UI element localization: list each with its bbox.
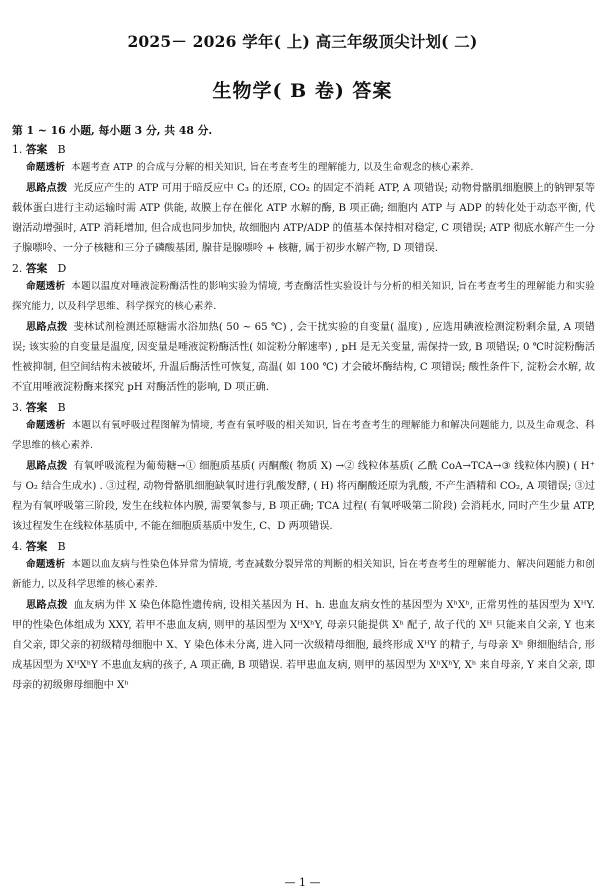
- analysis-text: 本题以血友病与性染色体异常为情境, 考查减数分裂异常的判断的相关知识, 旨在考查考生的理解能力、解决问题能力和创新能力, 以及科学思维的核心素养.: [12, 559, 595, 590]
- hint-label: 思路点拨: [26, 182, 68, 194]
- answer-line: [12, 141, 595, 158]
- question-number: 3.: [12, 401, 23, 414]
- question-1: [12, 141, 595, 259]
- analysis-label: 命题透析: [26, 420, 66, 431]
- answer-value: B: [57, 540, 66, 553]
- answer-label: 答案: [25, 262, 48, 275]
- analysis-paragraph: [12, 555, 595, 595]
- page-subtitle: 生物学( B 卷) 答案: [212, 80, 393, 102]
- hint-label: 思路点拨: [26, 460, 68, 472]
- hint-label: 思路点拨: [26, 599, 68, 611]
- question-3: [12, 399, 595, 537]
- analysis-text: 本题以温度对唾液淀粉酶活性的影响实验为情境, 考查酶活性实验设计与分析的相关知识, 旨在考查考生的理解能力和实验探究能力, 以及科学思维、科学探究的核心素养.: [12, 281, 595, 312]
- hint-text: 斐林试剂检测还原糖需水浴加热( 50 ~ 65 ℃) , 会干扰实验的自变量( 温度) , 应选用碘液检测淀粉剩余量, A 项错误; 该实验的自变量是温度, 因变量是唾液淀粉酶活性( 如淀粉分解速率) , pH 是无关变量, 需保持一致, B 项错误; 0 ℃时淀粉酶活性被抑制, 但空间结构未被破坏, 升温后酶活性可恢复, 高温( 如 100 ℃) 才会破坏酶结构, C 项错误; 酸性条件下, 淀粉会水解, 故不宜用唾液淀粉酶来探究 pH 对酶活性的影响, D 项正确.: [12, 322, 595, 393]
- section-intro: 第 1 ~ 16 小题, 每小题 3 分, 共 48 分.: [12, 124, 213, 137]
- question-number: 4.: [12, 540, 23, 553]
- question-2: [12, 260, 595, 398]
- hint-paragraph: [12, 317, 595, 398]
- hint-paragraph: [12, 595, 595, 696]
- answer-label: 答案: [25, 143, 48, 156]
- page-number: — 1 —: [284, 876, 321, 889]
- answer-label: 答案: [25, 540, 48, 553]
- answer-value: D: [57, 262, 67, 275]
- page-title: 2025－ 2026 学年( 上) 高三年级顶尖计划( 二): [127, 32, 478, 51]
- question-number: 2.: [12, 262, 23, 275]
- analysis-label: 命题透析: [26, 559, 66, 570]
- answer-value: B: [57, 143, 66, 156]
- hint-text: 血友病为伴 X 染色体隐性遗传病, 设相关基因为 H、h. 患血友病女性的基因型为 XʰXʰ, 正常男性的基因型为 XᴴY. 甲的性染色体组成为 XXY, 若甲不患血友病, 则甲的基因型为 XᴴXʰY, 母亲只能提供 Xʰ 配子, 故子代的 Xᴴ 只能来自父亲, Y 也来自父亲, 即父亲的初级精母细胞中 X、Y 染色体未分离, 进入同一次级精母细胞, 最终形成 XᴴY 的精子, 与母亲 Xʰ 卵细胞结合, 形成基因型为 XᴴXʰY 不患血友病的孩子, A 项正确, B 项错误. 若甲患血友病, 则甲的基因型为 XʰXʰY, Xʰ 来自母亲, Y 来自父亲, 即母亲的初级卵母细胞中 Xʰ: [12, 600, 596, 691]
- analysis-paragraph: [12, 416, 595, 456]
- answer-value: B: [57, 401, 66, 414]
- analysis-paragraph: [12, 158, 595, 178]
- answer-line: [12, 538, 595, 555]
- analysis-paragraph: [12, 277, 595, 317]
- answer-line: [12, 260, 595, 277]
- question-number: 1.: [12, 143, 23, 156]
- answer-content: [12, 122, 595, 697]
- hint-text: 光反应产生的 ATP 可用于暗反应中 C₃ 的还原, CO₂ 的固定不消耗 ATP, A 项错误; 动物骨骼肌细胞膜上的钠钾泵等载体蛋白进行主动运输时需 ATP 供能, 故膜上存在催化 ATP 水解的酶, B 项正确; 细胞内 ATP 与 ADP 的转化处于动态平衡, 代谢活动增强时, ATP 消耗增加, 但合成也同步加快, 故细胞内 ATP/ADP 的值基本保持相对稳定, C 项错误; ATP 彻底水解产生一分子腺嘌呤、一分子核糖和三分子磷酸基团, 腺苷是腺嘌呤 + 核糖, 属于初步水解产物, D 项错误.: [12, 183, 596, 254]
- hint-text: 有氧呼吸流程为葡萄糖→① 细胞质基质( 丙酮酸( 物质 X) →② 线粒体基质( 乙酰 CoA→TCA→③ 线粒体内膜) ( H⁺ 与 O₂ 结合生成水) . ③过程, 动物骨骼肌细胞缺氧时进行乳酸发酵, ( H) 将丙酮酸还原为乳酸, 不产生酒精和 CO₂, A 项错误; ③过程为有氧呼吸第三阶段, 发生在线粒体内膜, 需要氧参与, B 项正确; TCA 过程( 有氧呼吸第二阶段) 会消耗水, 同时产生少量 ATP, 该过程发生在线粒体基质中, 不能在细胞质基质中发生, C、D 两项错误.: [12, 461, 595, 532]
- answer-line: [12, 399, 595, 416]
- question-4: [12, 538, 595, 696]
- answer-label: 答案: [25, 401, 48, 414]
- analysis-text: 本题以有氧呼吸过程图解为情境, 考查有氧呼吸的相关知识, 旨在考查考生的理解能力和解决问题能力, 以及生命观念、科学思维的核心素养.: [12, 420, 595, 451]
- analysis-label: 命题透析: [26, 162, 65, 173]
- hint-paragraph: [12, 456, 595, 537]
- analysis-text: 本题考查 ATP 的合成与分解的相关知识, 旨在考查考生的理解能力, 以及生命观念的核心素养.: [70, 162, 474, 173]
- analysis-label: 命题透析: [26, 281, 66, 292]
- hint-label: 思路点拨: [26, 321, 68, 333]
- hint-paragraph: [12, 178, 595, 259]
